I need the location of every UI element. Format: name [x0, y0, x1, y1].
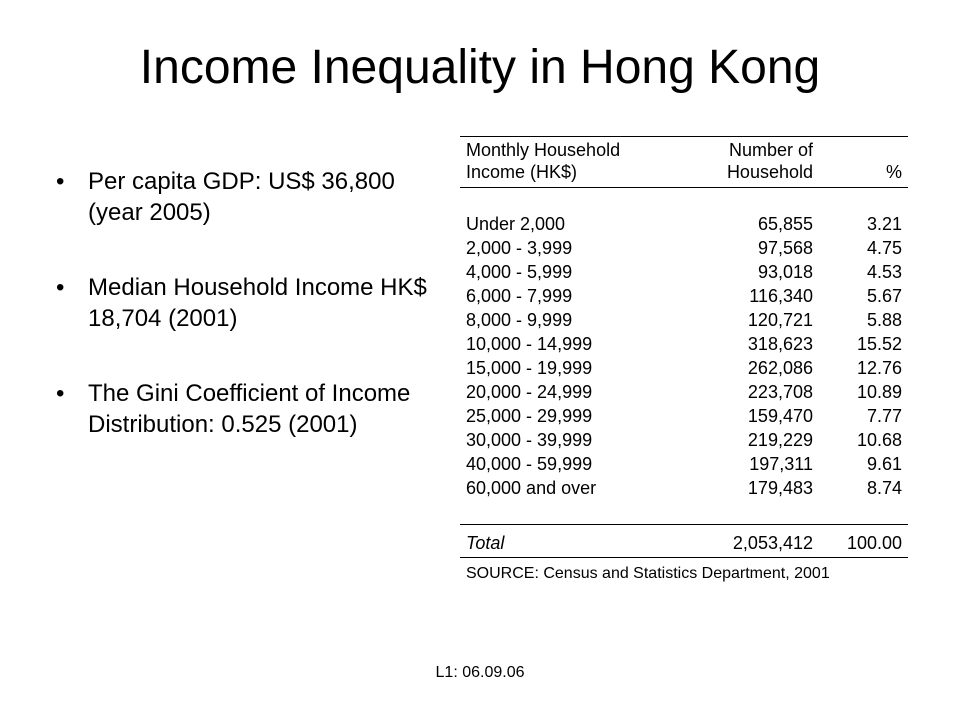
cell-households: 120,721 [747, 310, 813, 330]
cell-income: 15,000 - 19,999 [466, 358, 593, 378]
cell-income: 4,000 - 5,999 [466, 262, 573, 282]
bullet-item-gini [56, 378, 446, 440]
table-row [460, 284, 908, 308]
cell-households: 197,311 [749, 454, 813, 474]
cell-income: Under 2,000 [466, 214, 566, 234]
cell-households: 179,483 [747, 478, 813, 498]
cell-households: 93,018 [757, 262, 813, 282]
table-row [460, 260, 908, 284]
table-total-row [460, 525, 908, 558]
slide-footer: L1: 06.09.06 [435, 664, 525, 681]
income-distribution-table [460, 136, 908, 558]
cell-income: 8,000 - 9,999 [466, 310, 573, 330]
table-row [460, 404, 908, 428]
slide-title: Income Inequality in Hong Kong [139, 41, 821, 94]
header-income [460, 137, 665, 188]
table-spacer [460, 188, 908, 213]
cell-households: 116,340 [749, 286, 813, 306]
cell-percent: 5.88 [866, 310, 902, 330]
cell-income: 40,000 - 59,999 [466, 454, 593, 474]
cell-income: 30,000 - 39,999 [466, 430, 593, 450]
cell-percent: 8.74 [866, 478, 902, 498]
table-body [460, 188, 908, 501]
cell-percent: 4.75 [866, 238, 902, 258]
table-row [460, 428, 908, 452]
table-row [460, 236, 908, 260]
cell-income: 10,000 - 14,999 [466, 334, 593, 354]
header-households [665, 137, 819, 188]
header-households-line1: Number of [728, 140, 813, 160]
cell-percent: 10.89 [856, 382, 902, 402]
table-row [460, 356, 908, 380]
table-row [460, 380, 908, 404]
cell-percent: 9.61 [866, 454, 902, 474]
cell-percent: 4.53 [866, 262, 902, 282]
table-row [460, 476, 908, 500]
header-households-line2: Household [726, 162, 813, 182]
total-label: Total [460, 525, 665, 558]
table-source-note: SOURCE: Census and Statistics Department, 2001 [466, 565, 830, 582]
cell-income: 60,000 and over [466, 478, 597, 498]
header-percent: % [819, 137, 908, 188]
cell-households: 97,568 [757, 238, 813, 258]
table-row [460, 452, 908, 476]
header-income-line1: Monthly Household [466, 140, 621, 160]
cell-percent: 10.68 [856, 430, 902, 450]
cell-percent: 3.21 [866, 214, 902, 234]
bullet-marker: • [56, 168, 65, 195]
table-row [460, 212, 908, 236]
table-header-row [460, 137, 908, 188]
cell-percent: 7.77 [866, 406, 902, 426]
bullet-marker: • [56, 274, 65, 301]
bullet-marker: • [56, 380, 65, 407]
header-income-line2: Income (HK$) [466, 162, 578, 182]
cell-income: 6,000 - 7,999 [466, 286, 573, 306]
table-row [460, 308, 908, 332]
cell-households: 219,229 [747, 430, 813, 450]
table-row [460, 332, 908, 356]
cell-percent: 12.76 [856, 358, 902, 378]
cell-percent: 5.67 [866, 286, 902, 306]
cell-households: 65,855 [757, 214, 813, 234]
bullet-text: Per capita GDP: US$ 36,800 (year 2005) [88, 168, 395, 226]
cell-households: 223,708 [747, 382, 813, 402]
bullet-list [56, 166, 446, 484]
total-households: 2,053,412 [665, 525, 819, 558]
cell-households: 262,086 [747, 358, 813, 378]
cell-households: 318,623 [747, 334, 813, 354]
bullet-text: The Gini Coefficient of Income Distribution: 0.525 (2001) [88, 380, 411, 438]
cell-income: 25,000 - 29,999 [466, 406, 593, 426]
bullet-item-median-income [56, 272, 446, 334]
cell-percent: 15.52 [856, 334, 902, 354]
total-percent: 100.00 [819, 525, 908, 558]
cell-income: 2,000 - 3,999 [466, 238, 573, 258]
bullet-text: Median Household Income HK$ 18,704 (2001) [88, 274, 427, 332]
income-table-container [460, 136, 908, 584]
cell-households: 159,470 [747, 406, 813, 426]
cell-income: 20,000 - 24,999 [466, 382, 593, 402]
bullet-item-gdp [56, 166, 446, 228]
table-spacer [460, 500, 908, 525]
